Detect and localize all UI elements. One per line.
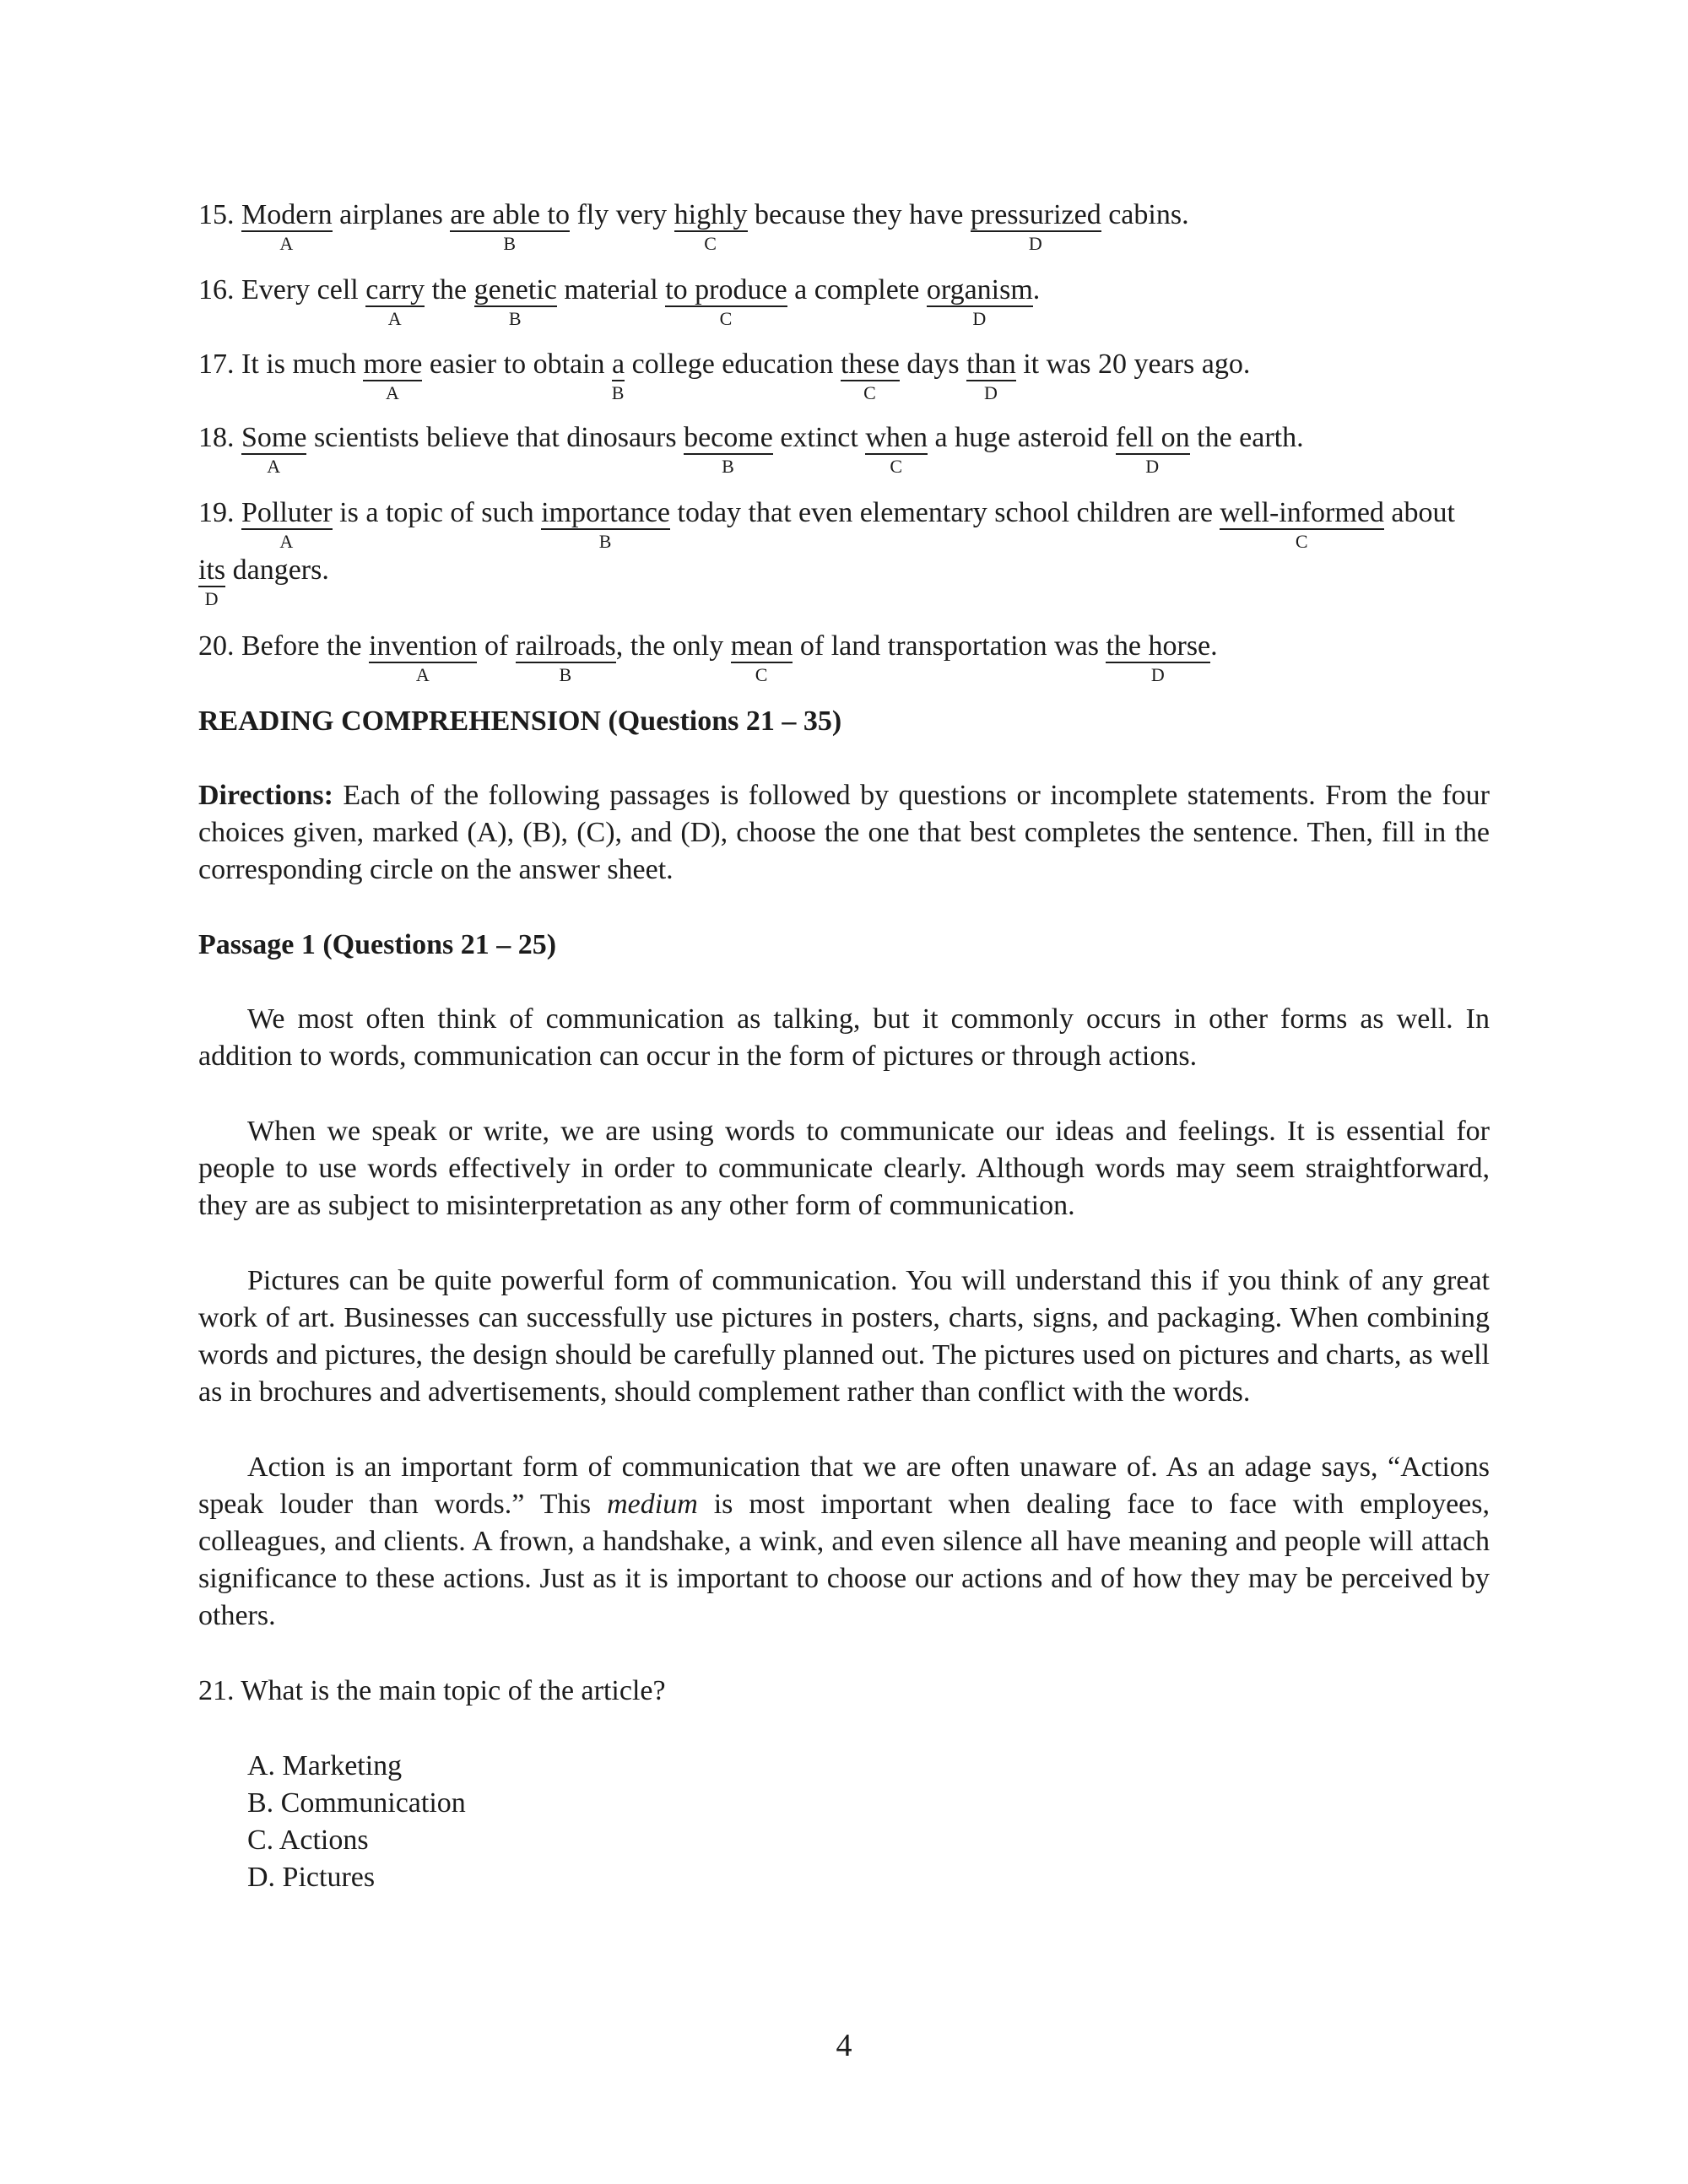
option-letter: D — [1028, 233, 1043, 254]
underlined-text: Polluter — [241, 497, 333, 528]
option-letter: D — [1145, 456, 1160, 477]
question-number: 16. — [198, 274, 235, 305]
option-letter: B — [559, 664, 573, 685]
underlined-text: invention — [369, 630, 478, 662]
option-letter: A — [415, 664, 430, 685]
underlined-text: a — [612, 349, 625, 380]
option-letter: B — [508, 308, 522, 329]
underlined-option — [365, 272, 425, 329]
option-letter: B — [598, 531, 613, 552]
underlined-text: carry — [365, 274, 425, 305]
underlined-option — [369, 628, 478, 685]
underlined-option — [241, 419, 307, 477]
directions — [198, 777, 1490, 889]
underlined-text: importance — [541, 497, 671, 528]
underlined-text: than — [966, 349, 1016, 380]
option-letter: B — [611, 382, 625, 403]
option-letter: C — [704, 233, 717, 254]
underlined-option — [840, 346, 900, 403]
question-number: 18. — [198, 422, 235, 453]
question-19-line-2 — [198, 552, 1490, 609]
underlined-option — [674, 197, 748, 254]
underlined-option — [730, 628, 793, 685]
underlined-option — [198, 552, 226, 609]
plain-text — [235, 422, 242, 453]
question-19 — [198, 495, 1490, 552]
plain-text: fly very — [569, 199, 674, 230]
underlined-text: pressurized — [970, 199, 1101, 230]
plain-text: , the only — [615, 630, 731, 662]
option-d: D. Pictures — [247, 1862, 376, 1893]
option-letter: A — [267, 456, 282, 477]
question-17 — [198, 346, 1490, 403]
underlined-text: to produce — [665, 274, 787, 305]
plain-text: is a topic of such — [332, 497, 542, 528]
plain-text: extinct — [772, 422, 866, 453]
question-15 — [198, 197, 1490, 254]
plain-text: a huge asteroid — [928, 422, 1116, 453]
underlined-option — [970, 197, 1101, 254]
plain-text — [235, 199, 242, 230]
underlined-option — [515, 628, 616, 685]
option-letter: D — [972, 308, 987, 329]
underlined-option — [241, 197, 333, 254]
underlined-option — [363, 346, 423, 403]
underlined-option — [1220, 495, 1384, 552]
plain-text: Every cell — [234, 274, 366, 305]
plain-text: Before the — [234, 630, 370, 662]
plain-text: because they have — [747, 199, 971, 230]
plain-text: dangers. — [225, 554, 329, 586]
plain-text: college education — [625, 349, 841, 380]
question-20 — [198, 628, 1490, 685]
option-letter: C — [755, 664, 769, 685]
underlined-text: its — [198, 554, 226, 586]
question-number: 20. — [198, 630, 235, 662]
option-letter: D — [1150, 664, 1166, 685]
paragraph-4-italic: medium — [607, 1489, 698, 1520]
plain-text: today that even elementary school children are — [670, 497, 1220, 528]
option-letter: D — [983, 382, 998, 403]
underlined-text: railroads — [515, 630, 616, 662]
plain-text: days — [899, 349, 967, 380]
passage-paragraph-2: When we speak or write, we are using words to communicate our ideas and feelings. It is essential for people to use words effectively in order to communicate clearly. Although words may seem straightforward, they are as subject to misinterpretation as any other form of communication. — [198, 1116, 1490, 1221]
plain-text: scientists believe that dinosaurs — [306, 422, 684, 453]
directions-label: Directions: — [198, 780, 333, 811]
plain-text: about — [1383, 497, 1455, 528]
underlined-text: Modern — [241, 199, 333, 230]
underlined-text: the horse — [1106, 630, 1211, 662]
option-letter: B — [503, 233, 517, 254]
underlined-option — [684, 419, 773, 477]
plain-text: the — [425, 274, 474, 305]
option-letter: D — [204, 588, 219, 609]
option-letter: C — [719, 308, 733, 329]
option-c: C. Actions — [247, 1825, 369, 1856]
underlined-text: well-informed — [1220, 497, 1384, 528]
passage-paragraph-4 — [198, 1449, 1490, 1635]
underlined-option — [665, 272, 787, 329]
underlined-option — [926, 272, 1033, 329]
underlined-option — [611, 346, 625, 403]
option-a: A. Marketing — [247, 1750, 403, 1781]
option-b: B. Communication — [247, 1787, 466, 1819]
question-21-stem: 21. What is the main topic of the article? — [198, 1675, 666, 1706]
underlined-text: highly — [674, 199, 748, 230]
option-letter: B — [722, 456, 735, 477]
passage-heading: Passage 1 (Questions 21 – 25) — [198, 929, 557, 960]
underlined-option — [1115, 419, 1190, 477]
plain-text: It is much — [234, 349, 364, 380]
passage-paragraph-3: Pictures can be quite powerful form of communication. You will understand this if you think of any great work of art. Businesses can successfully use pictures in posters, charts, signs, and packaging. When combining words and pictures, the design should be carefully planned out. The pictures used on pictures and charts, as well as in brochures and advertisements, should complement rather than conflict with the words. — [198, 1265, 1490, 1408]
option-letter: A — [279, 531, 295, 552]
underlined-option — [241, 495, 333, 552]
plain-text: a complete — [787, 274, 927, 305]
underlined-text: when — [865, 422, 928, 453]
plain-text: of — [477, 630, 516, 662]
plain-text: airplanes — [332, 199, 451, 230]
page-number: 4 — [836, 2028, 852, 2063]
option-letter: A — [387, 308, 403, 329]
underlined-text: become — [684, 422, 773, 453]
underlined-option — [865, 419, 928, 477]
underlined-option — [541, 495, 671, 552]
paragraph-4-text-a: Action is an important form of communication that we are often unaware of. As an adage says, “Actions speak louder than words.” This — [198, 1451, 1490, 1520]
underlined-text: organism — [926, 274, 1033, 305]
question-number: 15. — [198, 199, 235, 230]
option-letter: C — [1295, 531, 1309, 552]
question-number: 19. — [198, 497, 235, 528]
question-number: 17. — [198, 349, 235, 380]
underlined-text: fell on — [1115, 422, 1190, 453]
option-letter: C — [890, 456, 904, 477]
underlined-option — [966, 346, 1016, 403]
underlined-option — [1106, 628, 1211, 685]
plain-text: easier to obtain — [422, 349, 613, 380]
plain-text: cabins. — [1101, 199, 1189, 230]
plain-text: material — [556, 274, 666, 305]
option-letter: C — [863, 382, 877, 403]
underlined-option — [450, 197, 570, 254]
option-letter: A — [279, 233, 295, 254]
plain-text: the earth. — [1189, 422, 1304, 453]
passage-paragraph-1: We most often think of communication as talking, but it commonly occurs in other forms as well. In addition to words, communication can occur in the form of pictures or through actions. — [198, 1003, 1490, 1072]
plain-text — [235, 497, 242, 528]
question-16 — [198, 272, 1490, 329]
plain-text: . — [1210, 630, 1218, 662]
underlined-text: Some — [241, 422, 307, 453]
plain-text: it was 20 years ago. — [1015, 349, 1251, 380]
plain-text: . — [1032, 274, 1041, 305]
question-18 — [198, 419, 1490, 477]
plain-text: of land transportation was — [793, 630, 1106, 662]
directions-text: Each of the following passages is followed by questions or incomplete statements. From the four choices given, marked (A), (B), (C), and (D), choose the one that best completes the sentence. Then, fill in the corresponding circle on the answer sheet. — [198, 780, 1490, 885]
underlined-text: mean — [730, 630, 793, 662]
option-letter: A — [385, 382, 400, 403]
paragraph-4-text-b: is most important when dealing face to face with employees, colleagues, and clients. A frown, a handshake, a wink, and even silence all have meaning and people will attach significance to these actions. Just as it is important to choose our actions and of how they may be perceived by others. — [198, 1489, 1490, 1631]
underlined-text: more — [363, 349, 423, 380]
underlined-text: genetic — [473, 274, 557, 305]
underlined-text: are able to — [450, 199, 570, 230]
question-21-options — [247, 1748, 466, 1896]
underlined-text: these — [840, 349, 900, 380]
section-heading: READING COMPREHENSION (Questions 21 – 35) — [198, 705, 842, 737]
underlined-option — [473, 272, 557, 329]
